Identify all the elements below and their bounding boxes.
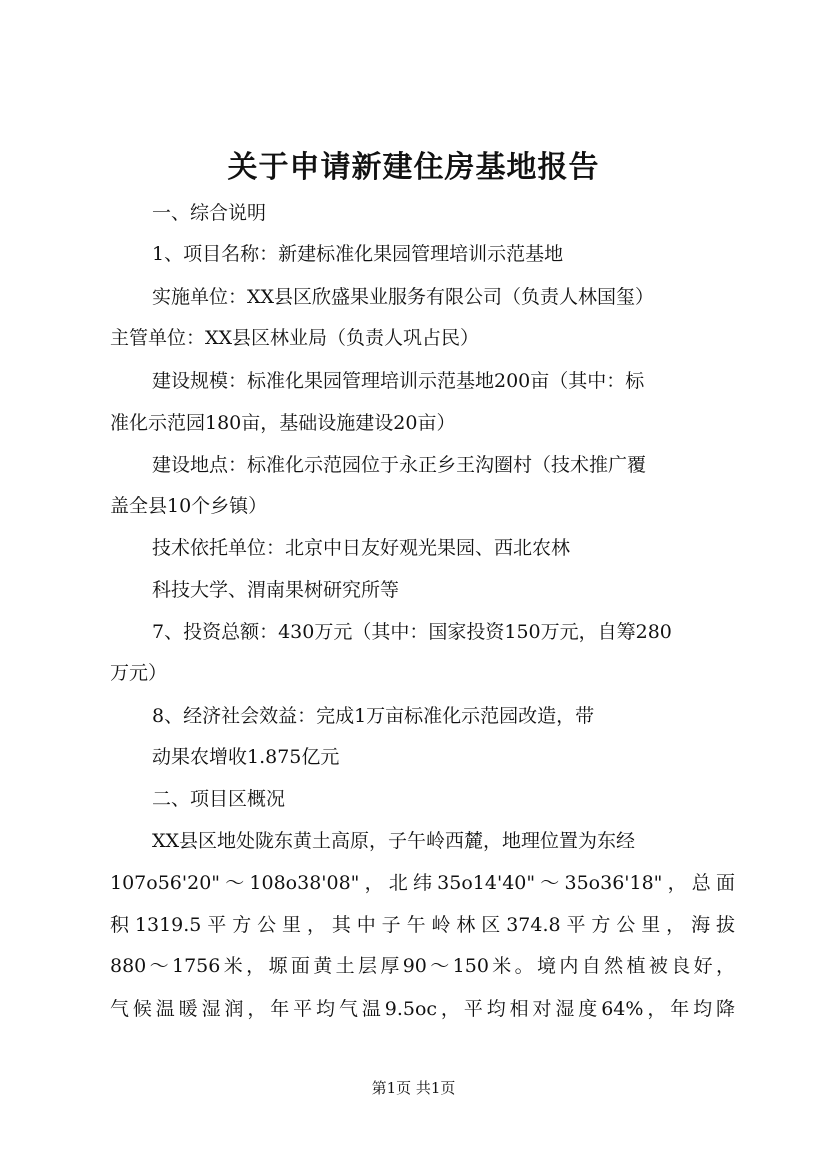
construction-site-line-1: 建设地点：标准化示范园位于永正乡王沟圈村（技术推广覆: [152, 454, 647, 476]
investment-line-1: 7、投资总额：430万元（其中：国家投资150万元，自筹280: [152, 621, 672, 643]
investment-line-2: 万元）: [110, 662, 168, 684]
page-footer: 第1页 共1页: [371, 1079, 456, 1097]
area-paragraph-line-2: 107o56'20"～108o38'08"，北纬35o14'40"～35o36'18"，总面: [110, 872, 735, 894]
area-paragraph-line-1: XX县区地处陇东黄土高原，子午岭西麓，地理位置为东经: [152, 830, 636, 852]
benefits-line-2: 动果农增收1.875亿元: [152, 746, 340, 768]
technical-support-line-2: 科技大学、渭南果树研究所等: [152, 579, 400, 601]
area-paragraph-line-5: 气候温暖湿润，年平均气温9.5oc，平均相对湿度64%，年均降: [110, 998, 735, 1020]
construction-site-line-2: 盖全县10个乡镇）: [110, 495, 268, 517]
area-paragraph-line-4: 880～1756米，塬面黄土层厚90～150米。境内自然植被良好，: [110, 955, 735, 977]
area-paragraph-line-3: 积1319.5平方公里，其中子午岭林区374.8平方公里，海拔: [110, 914, 735, 936]
project-name-line: 1、项目名称：新建标准化果园管理培训示范基地: [152, 243, 564, 265]
construction-scale-line-2: 准化示范园180亩，基础设施建设20亩）: [110, 412, 456, 434]
implementing-unit-line: 实施单位：XX县区欣盛果业服务有限公司（负责人林国玺）: [152, 286, 655, 308]
section-heading-area: 二、项目区概况: [152, 788, 286, 810]
supervising-unit-line: 主管单位：XX县区林业局（负责人巩占民）: [110, 327, 480, 349]
benefits-line-1: 8、经济社会效益：完成1万亩标准化示范园改造，带: [152, 705, 595, 727]
section-heading-overview: 一、综合说明: [152, 202, 267, 224]
construction-scale-line-1: 建设规模：标准化果园管理培训示范基地200亩（其中：标: [152, 370, 645, 392]
document-title: 关于申请新建住房基地报告: [227, 150, 600, 185]
technical-support-line-1: 技术依托单位：北京中日友好观光果园、西北农林: [152, 537, 571, 559]
